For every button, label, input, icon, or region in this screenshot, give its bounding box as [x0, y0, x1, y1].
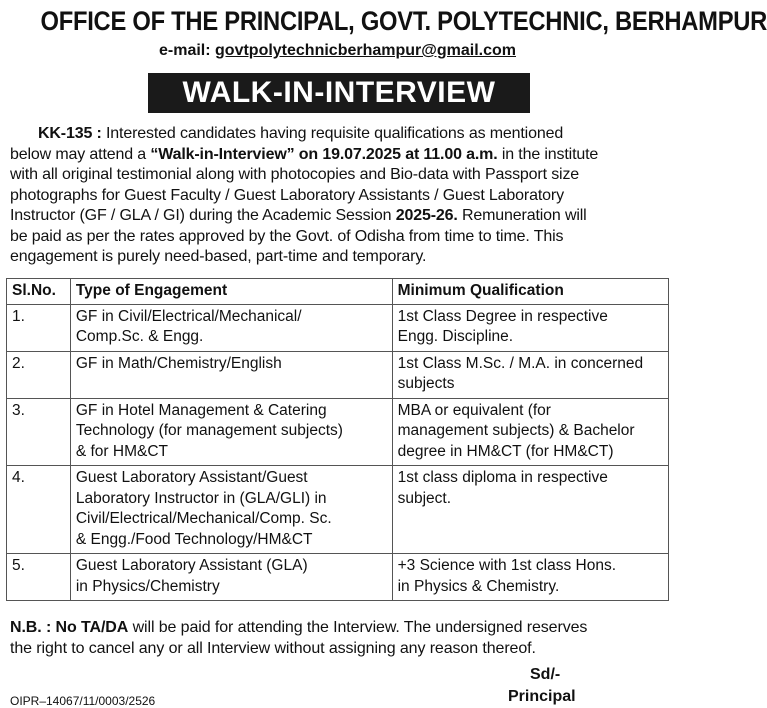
email-label: e-mail: — [158, 42, 211, 59]
intro-text-5a: Instructor (GF / GLA / GI) during the Academic Session — [10, 207, 392, 224]
row-qualification — [392, 466, 668, 554]
nb-label: N.B. : — [10, 619, 52, 636]
row-engagement-type — [70, 466, 392, 554]
row-slno: 2. — [7, 351, 71, 398]
engagement-line: GF in Math/Chemistry/English — [75, 354, 282, 372]
qualification-line: Engg. Discipline. — [397, 328, 514, 345]
intro-line-6: be paid as per the rates approved by the Govt. of Odisha from time to time. This — [10, 227, 564, 245]
row-engagement-type — [70, 398, 392, 466]
intro-text-1: Interested candidates having requisite qualifications as mentioned — [106, 125, 564, 142]
table-row — [7, 304, 669, 351]
intro-line-3: with all original testimonial along with photocopies and Bio-data with Passport size — [10, 166, 580, 183]
row-qualification — [392, 398, 668, 466]
row-slno: 4. — [7, 466, 71, 554]
signatory-principal: Principal — [508, 688, 576, 705]
walk-in-banner: WALK-IN-INTERVIEW — [148, 73, 530, 113]
engagement-line: in Physics/Chemistry — [75, 577, 220, 595]
row-slno: 1. — [7, 304, 71, 351]
nb-note — [10, 617, 672, 659]
intro-line-7: engagement is purely need-based, part-time and temporary. — [10, 248, 427, 265]
qualification-line: +3 Science with 1st class Hons. — [397, 557, 617, 574]
intro-paragraph — [10, 124, 665, 268]
qualification-line: 1st Class Degree in respective — [397, 307, 608, 325]
academic-session: 2025-26. — [395, 207, 458, 224]
engagement-line: GF in Civil/Electrical/Mechanical/ — [75, 307, 302, 325]
nb-text-1: will be paid for attending the Interview. The undersigned reserves — [132, 619, 588, 636]
engagement-line: Technology (for management subjects) — [75, 422, 343, 439]
intro-text-5c: Remuneration will — [461, 207, 587, 224]
intro-line-1 — [10, 124, 665, 145]
header-type: Type of Engagement — [70, 279, 392, 305]
header-qualification: Minimum Qualification — [392, 279, 668, 305]
table-header-row — [7, 279, 669, 305]
engagement-line: Guest Laboratory Assistant/Guest — [75, 469, 308, 486]
nb-line-2: the right to cancel any or all Interview without assigning any reason thereof. — [10, 640, 536, 657]
qualification-line: subjects — [397, 375, 455, 392]
row-slno: 3. — [7, 398, 71, 466]
signature-sd: Sd/- — [530, 666, 561, 683]
qualification-line: in Physics & Chemistry. — [397, 577, 560, 595]
qualification-line: degree in HM&CT (for HM&CT) — [397, 442, 614, 460]
qualification-line: management subjects) & Bachelor — [397, 422, 635, 439]
row-qualification — [392, 351, 668, 398]
row-qualification — [392, 304, 668, 351]
intro-line-4: photographs for Guest Faculty / Guest Laboratory Assistants / Guest Laboratory — [10, 186, 564, 204]
engagement-line: GF in Hotel Management & Catering — [75, 401, 327, 419]
table-row — [7, 554, 669, 601]
intro-line-5 — [10, 206, 665, 227]
header-slno: Sl.No. — [7, 279, 71, 305]
row-slno: 5. — [7, 554, 71, 601]
intro-text-2c: in the institute — [501, 145, 599, 163]
engagement-line: Comp.Sc. & Engg. — [75, 328, 204, 345]
engagement-line: & for HM&CT — [75, 442, 169, 460]
intro-line-2 — [10, 145, 665, 166]
ref-number: KK-135 : — [38, 125, 102, 142]
row-engagement-type — [70, 304, 392, 351]
table-row — [7, 398, 669, 466]
row-engagement-type — [70, 554, 392, 601]
table-row — [7, 466, 669, 554]
nb-line-1 — [10, 617, 672, 638]
office-title: OFFICE OF THE PRINCIPAL, GOVT. POLYTECHNIC, BERHAMPUR — [40, 6, 767, 36]
engagement-line: Civil/Electrical/Mechanical/Comp. Sc. — [75, 510, 332, 527]
table-row — [7, 351, 669, 398]
qualification-line: 1st class diploma in respective — [397, 469, 608, 486]
engagement-line: Laboratory Instructor in (GLA/GLI) in — [75, 489, 327, 507]
interview-date: “Walk-in-Interview” on 19.07.2025 at 11.00 a.m. — [150, 145, 498, 163]
engagement-line: & Engg./Food Technology/HM&CT — [75, 530, 313, 548]
engagement-table — [6, 278, 669, 601]
engagement-line: Guest Laboratory Assistant (GLA) — [75, 557, 308, 574]
nb-no-tada: No TA/DA — [55, 619, 129, 636]
qualification-line: subject. — [397, 489, 452, 507]
oipr-number: OIPR–14067/11/0003/2526 — [10, 694, 156, 708]
row-qualification — [392, 554, 668, 601]
email-line — [0, 42, 675, 60]
qualification-line: MBA or equivalent (for — [397, 401, 551, 419]
row-engagement-type — [70, 351, 392, 398]
qualification-line: 1st Class M.Sc. / M.A. in concerned — [397, 354, 644, 372]
email-address[interactable]: govtpolytechnicberhampur@gmail.com — [215, 42, 516, 59]
intro-text-2a: below may attend a — [10, 145, 147, 163]
